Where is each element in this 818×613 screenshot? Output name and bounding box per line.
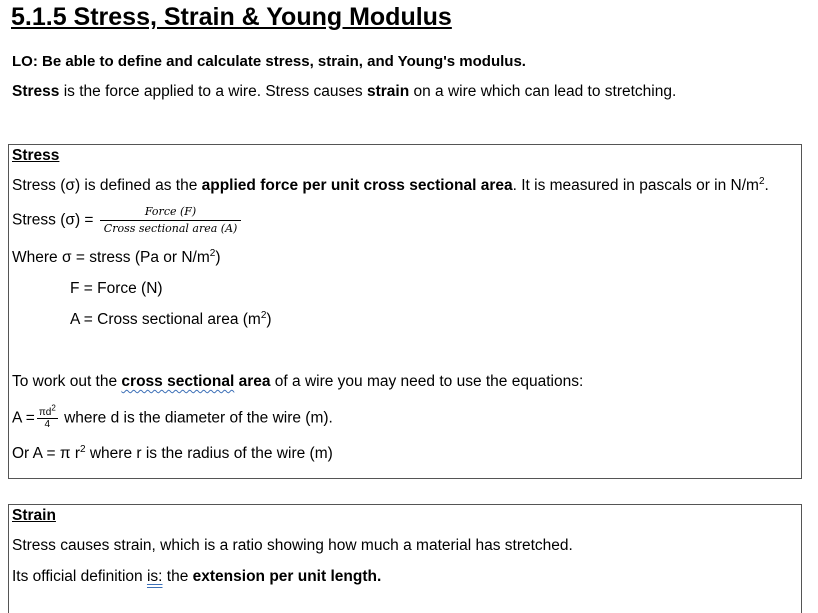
fraction-denominator: Cross sectional area (A) [100, 220, 242, 236]
eq1-text: where d is the diameter of the wire (m). [59, 409, 333, 427]
strain-def-bold: extension per unit length. [192, 568, 382, 585]
intro-text-1: is the force applied to a wire. Stress causes [59, 83, 367, 100]
learning-objective: LO: Be able to define and calculate stress, strain, and Young's modulus. [12, 53, 526, 70]
area-diameter-equation [12, 403, 333, 430]
pi-d-squared-fraction [37, 403, 58, 430]
where-text: Where σ = stress (Pa or N/m [12, 249, 210, 266]
superscript-2: 2 [209, 247, 216, 259]
superscript-2: 2 [79, 443, 86, 455]
intro-text-2: on a wire which can lead to stretching. [409, 83, 677, 100]
where-close: ) [215, 249, 221, 266]
strain-line-1: Stress causes strain, which is a ratio showing how much a material has stretched. [12, 537, 573, 554]
strain-heading: Strain [12, 507, 56, 524]
superscript-2: 2 [260, 309, 267, 321]
force-line: F = Force (N) [70, 280, 163, 297]
eq2-text-end: where r is the radius of the wire (m) [85, 445, 333, 462]
cross-section-intro [12, 372, 583, 392]
eq1-label: A = [12, 409, 35, 427]
superscript-2: 2 [51, 403, 56, 413]
area-close: ) [266, 311, 272, 328]
intro-paragraph [12, 83, 676, 101]
stress-heading: Stress [12, 147, 60, 164]
intro-strain-term: strain [366, 83, 410, 100]
eq2-text: Or A = π r [12, 445, 80, 462]
stress-def-text: Stress (σ) is defined as the [12, 177, 202, 194]
cs-text-end: of a wire you may need to use the equations: [270, 373, 584, 390]
stress-def-unit: . It is measured in pascals or in N/m [512, 177, 759, 194]
formula-label: Stress (σ) = [12, 211, 98, 229]
strain-definition [12, 567, 381, 587]
stress-section [8, 144, 802, 479]
cs-bold-term: cross sectional [121, 373, 235, 390]
area-line [70, 310, 272, 330]
eq1-numerator [37, 403, 58, 418]
eq1-denominator: 4 [37, 418, 58, 430]
where-stress-line [12, 248, 221, 268]
superscript-2: 2 [758, 175, 765, 187]
area-text: A = Cross sectional area (m [70, 311, 261, 328]
stress-def-bold: applied force per unit cross sectional area [201, 177, 513, 194]
strain-def-the: the [162, 568, 193, 585]
stress-formula [12, 205, 241, 236]
strain-section [8, 504, 802, 613]
strain-def-is: is: [146, 568, 163, 585]
strain-def-text: Its official definition [12, 568, 147, 585]
eq1-num-text: πd [38, 407, 52, 418]
stress-fraction [100, 205, 242, 236]
stress-definition [12, 176, 769, 196]
cs-area-term: area [234, 373, 271, 390]
area-radius-equation [12, 444, 333, 464]
intro-stress-term: Stress [12, 83, 60, 100]
page-title: 5.1.5 Stress, Strain & Young Modulus [11, 3, 452, 31]
cs-text: To work out the [12, 373, 122, 390]
fraction-numerator: Force (F) [144, 205, 197, 218]
stress-def-end: . [764, 177, 769, 194]
